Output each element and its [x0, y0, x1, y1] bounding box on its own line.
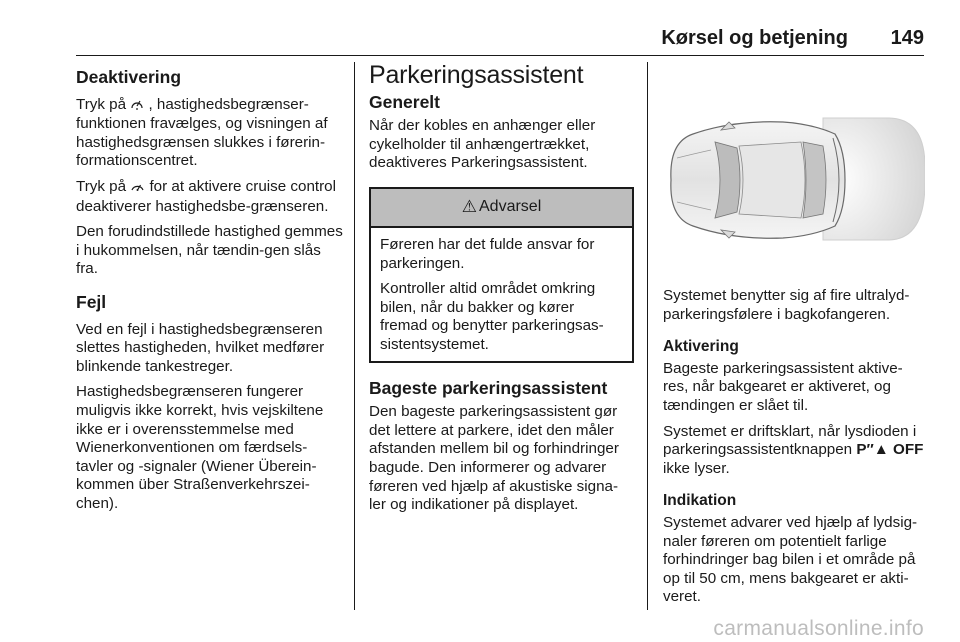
column-divider-1 [354, 62, 355, 610]
off-label: OFF [893, 441, 924, 459]
paragraph-indication: Systemet advarer ved hjælp af lydsig-naler føreren om potentielt farlige forhindringer bag bilen i et område på op til 50 cm, mens bakgearet er akti-veret. [663, 513, 918, 606]
warning-title: Advarsel [479, 198, 542, 216]
header-title: Kørsel og betjening [661, 27, 848, 49]
watermark: carmanualsonline.info [713, 617, 924, 640]
text-segment: Tryk på [76, 95, 127, 113]
warning-paragraph-2: Kontroller altid området omkring bilen, når du bakker og kører fremad og benytter parkeringsas-sistentsystemet. [380, 280, 604, 353]
warning-header [371, 189, 632, 228]
heading-general: Generelt [369, 91, 440, 112]
heading-indication: Indikation [663, 492, 737, 510]
heading-activation: Aktivering [663, 338, 739, 356]
paragraph-ready [663, 423, 925, 479]
heading-parking-assistant: Parkeringsassistent [369, 61, 584, 89]
paragraph-memory: Den forudindstillede hastighed gemmes i hukommelsen, når tændin-gen slås fra. [76, 223, 343, 278]
paragraph-trailer: Når der kobles en anhænger eller cykelholder til anhængertrækket, deaktiveres Parkeringsassistent. [369, 117, 596, 172]
warning-paragraph-1: Føreren har det fulde ansvar for parkeringen. [380, 235, 595, 272]
text-segment: ikke lyser. [663, 459, 730, 477]
text-segment: Systemet er driftsklart, når lysdioden i parkeringsassistentknappen [663, 422, 917, 459]
column-right [663, 62, 925, 614]
column-divider-2 [647, 62, 648, 610]
heading-rear-parking: Bageste parkeringsassistent [369, 377, 608, 398]
page-number: 149 [890, 27, 924, 49]
cruise-icon [130, 180, 149, 195]
paragraph-activation: Bageste parkeringsassistent aktive-res, når bakgearet er aktiveret, og tændingen er slået til. [663, 359, 903, 414]
car-rear-sensor-illustration [663, 62, 925, 277]
limiter-icon [130, 98, 148, 113]
warning-box [369, 187, 634, 363]
heading-fault: Fejl [76, 291, 107, 312]
paragraph-rear-parking: Den bageste parkeringsassistent gør det lettere at parkere, idet den måler afstanden mellem bil og forhindringer bagude. Den informerer og advarer føreren ved hjælp af akustiske signa-ler og indikationer på displayet. [369, 403, 619, 514]
paragraph-deactivate-limiter [76, 96, 344, 171]
column-left [76, 62, 344, 520]
text-segment: , hastighedsbegrænser-funktionen fravælges, og visningen af hastighedsgrænsen slukkes i førerin-formationscentret. [76, 95, 328, 170]
paragraph-fault-1: Ved en fejl i hastighedsbegrænseren slettes hastigheden, hvilket medfører blinkende tankestreger. [76, 320, 325, 375]
paragraph-cruise [76, 178, 344, 216]
warning-triangle-icon: ⚠ [461, 197, 477, 218]
parking-assist-symbol: P″▲ [856, 441, 889, 459]
column-middle [369, 62, 634, 522]
text-segment: for at aktivere cruise control deaktiverer hastighedsbe-grænseren. [76, 177, 336, 215]
text-segment: Tryk på [76, 177, 127, 195]
paragraph-fault-2: Hastighedsbegrænseren fungerer muligvis ikke korrekt, hvis vejskiltene ikke er i overensstemmelse med Wienerkonventionen om færdsels-tavler og -signaler (Wiener Überein-kommen über Straßenverkehrszei-chen). [76, 383, 324, 512]
warning-body [371, 228, 632, 361]
header-rule [76, 55, 924, 56]
heading-deactivation: Deaktivering [76, 67, 182, 87]
figure-caption: Systemet benytter sig af fire ultralyd-parkeringsfølere i bagkofangeren. [663, 287, 910, 323]
page-header [0, 0, 960, 60]
